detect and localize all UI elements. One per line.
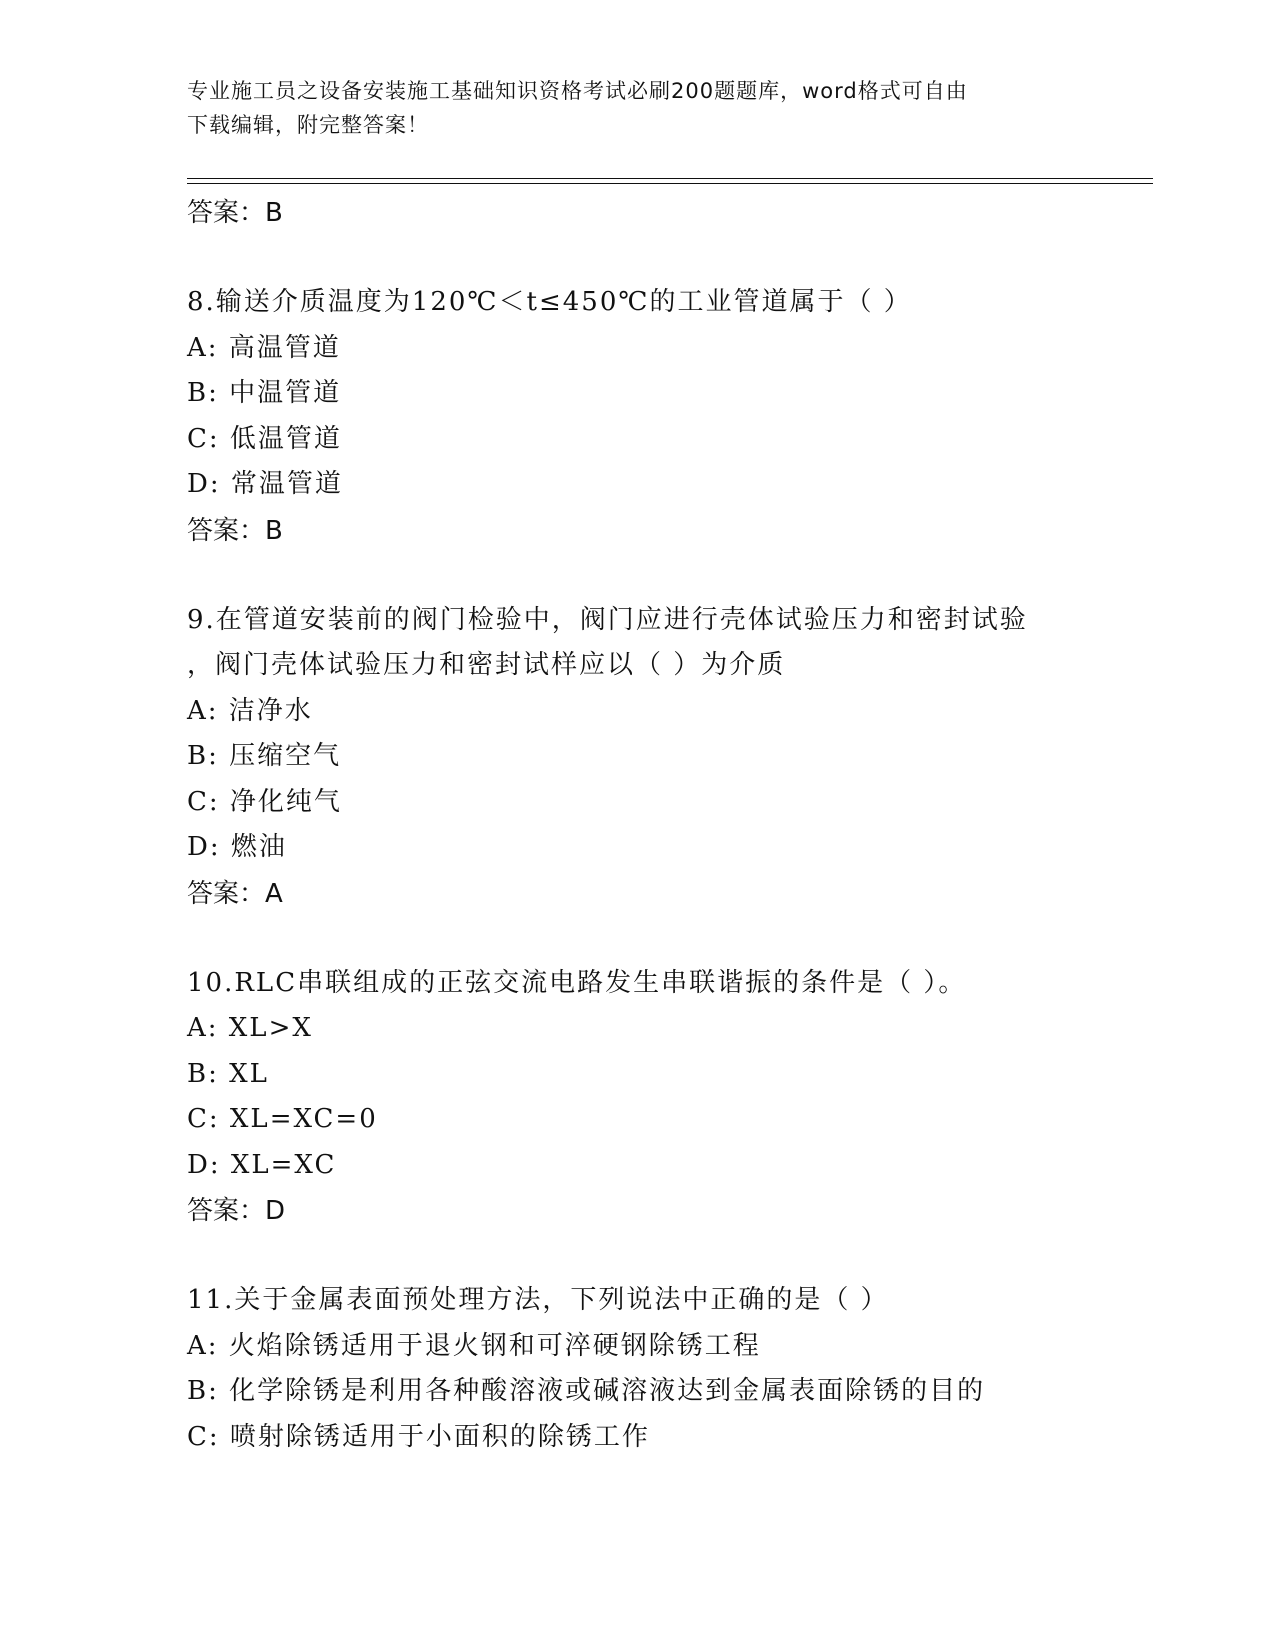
header-divider-bottom — [187, 183, 1153, 184]
document-header — [187, 74, 1067, 142]
document-body — [187, 190, 1127, 1460]
option-a: A: 洁净水 — [187, 695, 313, 726]
answer-line: 答案：B — [187, 198, 283, 228]
question-10 — [187, 961, 1127, 1235]
option-c: C: 喷射除锈适用于小面积的除锈工作 — [187, 1421, 650, 1452]
question-text-continued: ，阀门壳体试验压力和密封试样应以（ ）为介质 — [187, 650, 786, 680]
question-9 — [187, 598, 1127, 917]
header-divider-top — [187, 178, 1153, 179]
option-d: D: 燃油 — [187, 832, 287, 862]
option-c: C: XL=XC=0 — [187, 1104, 378, 1134]
option-b: B: 中温管道 — [187, 378, 342, 408]
question-text: 10.RLC串联组成的正弦交流电路发生串联谐振的条件是（ ）。 — [187, 967, 967, 998]
answer-line: 答案：A — [187, 878, 283, 909]
option-d: D: XL=XC — [187, 1149, 337, 1180]
option-d: D: 常温管道 — [187, 469, 343, 499]
question-11 — [187, 1278, 1127, 1460]
header-line-2: 下载编辑，附完整答案！ — [187, 113, 429, 137]
option-a: A: XL>X — [187, 1013, 313, 1043]
option-b: B: 压缩空气 — [187, 741, 342, 771]
option-a: A: 高温管道 — [187, 332, 341, 363]
header-line-1: 专业施工员之设备安装施工基础知识资格考试必刷200题题库，word格式可自由 — [187, 79, 968, 103]
question-text: 8.输送介质温度为120℃＜t≤450℃的工业管道属于（ ） — [187, 287, 912, 317]
option-b: B: XL — [187, 1058, 269, 1089]
option-c: C: 低温管道 — [187, 423, 342, 454]
option-a: A: 火焰除锈适用于退火钢和可淬硬钢除锈工程 — [187, 1330, 761, 1361]
question-text: 11.关于金属表面预处理方法，下列说法中正确的是（ ） — [187, 1285, 889, 1315]
answer-line: 答案：D — [187, 1196, 286, 1226]
question-8 — [187, 280, 1127, 554]
question-text: 9.在管道安装前的阀门检验中，阀门应进行壳体试验压力和密封试验 — [187, 604, 1028, 635]
option-c: C: 净化纯气 — [187, 786, 342, 817]
answer-line: 答案：B — [187, 515, 283, 546]
option-b: B: 化学除锈是利用各种酸溶液或碱溶液达到金属表面除锈的目的 — [187, 1376, 986, 1406]
